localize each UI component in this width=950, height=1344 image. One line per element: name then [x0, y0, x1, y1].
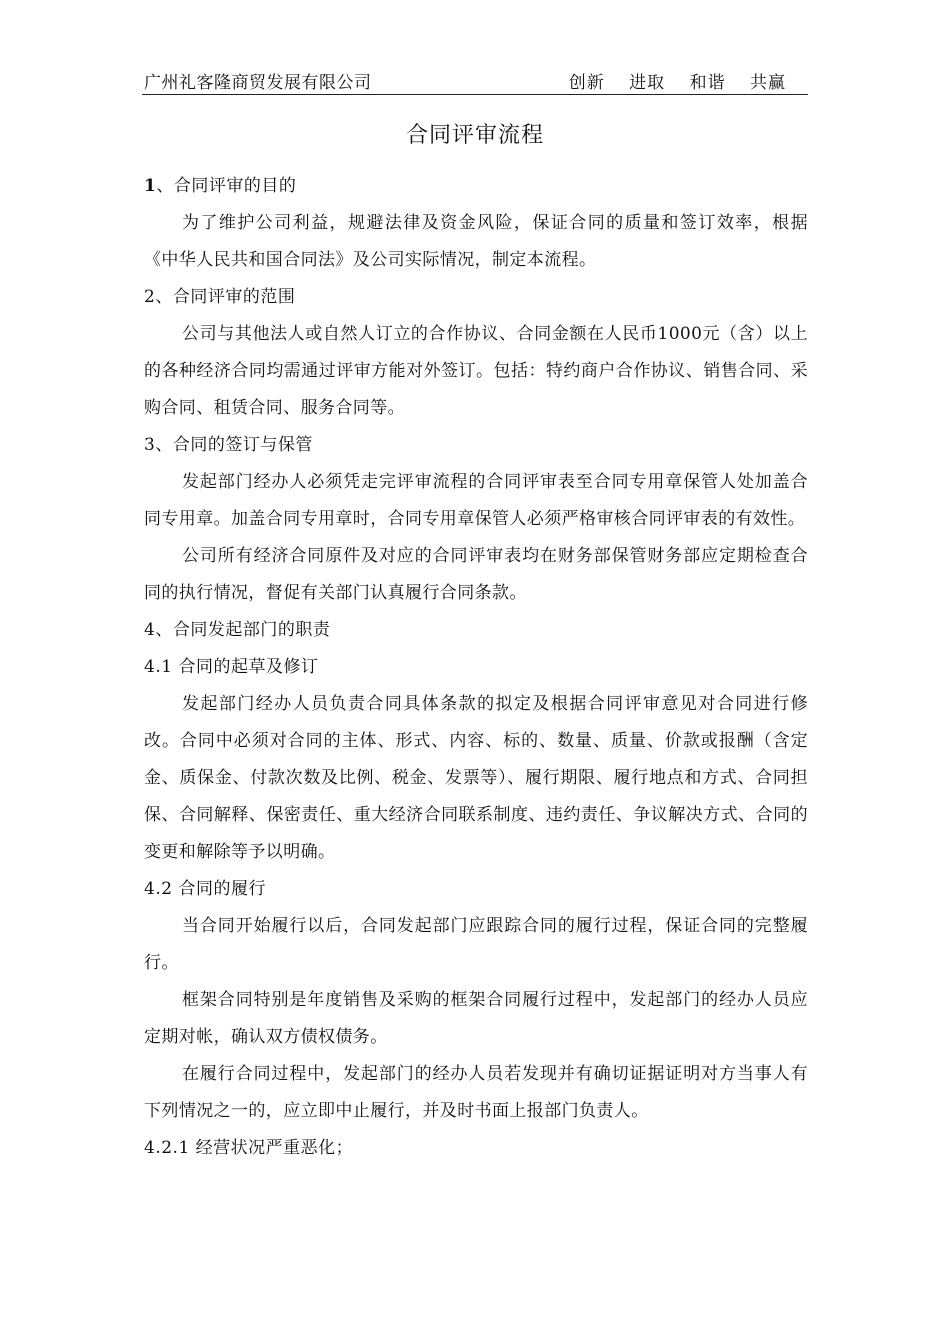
section-4-1-heading: 4.1 合同的起草及修订 [144, 657, 319, 677]
section-1-heading-text: 、合同评审的目的 [156, 176, 297, 196]
section-4-2-paragraph-1: 当合同开始履行以后，合同发起部门应跟踪合同的履行过程，保证合同的完整履行。 [144, 916, 808, 973]
company-slogan: 创新 进取 和谐 共赢 [568, 73, 786, 93]
section-1-paragraph: 为了维护公司利益，规避法律及资金风险，保证合同的质量和签订效率，根据《中华人民共和国合同法》及公司实际情况，制定本流程。 [144, 213, 808, 270]
section-4-2-paragraph-3: 在履行合同过程中，发起部门的经办人员若发现并有确切证据证明对方当事人有下列情况之一的，应立即中止履行，并及时书面上报部门负责人。 [144, 1064, 808, 1121]
section-4-heading: 4、合同发起部门的职责 [144, 620, 331, 640]
page-header [142, 66, 808, 95]
document-title: 合同评审流程 [405, 123, 544, 148]
section-4-2-paragraph-2: 框架合同特别是年度销售及采购的框架合同履行过程中，发起部门的经办人员应定期对帐，确认双方债权债务。 [144, 990, 808, 1047]
section-2-paragraph: 公司与其他法人或自然人订立的合作协议、合同金额在人民币1000元（含）以上的各种经济合同均需通过评审方能对外签订。包括：特约商户合作协议、销售合同、采购合同、租赁合同、服务合同等。 [144, 324, 808, 418]
section-4-2-1-item: 4.2.1 经营状况严重恶化； [144, 1138, 354, 1158]
section-1-heading [144, 168, 808, 205]
document-body [144, 168, 808, 1167]
section-1-number: 1 [144, 176, 157, 196]
company-name: 广州礼客隆商贸发展有限公司 [144, 73, 372, 93]
section-2-heading: 2、合同评审的范围 [144, 287, 296, 307]
section-4-1-paragraph: 发起部门经办人员负责合同具体条款的拟定及根据合同评审意见对合同进行修改。合同中必须对合同的主体、形式、内容、标的、数量、质量、价款或报酬（含定金、质保金、付款次数及比例、税金、发票等）、履行期限、履行地点和方式、合同担保、合同解释、保密责任、重大经济合同联系制度、违约责任、争议解决方式、合同的变更和解除等予以明确。 [144, 694, 808, 862]
section-4-2-heading: 4.2 合同的履行 [144, 879, 266, 899]
section-3-heading: 3、合同的签订与保管 [144, 435, 313, 455]
section-3-paragraph-2: 公司所有经济合同原件及对应的合同评审表均在财务部保管财务部应定期检查合同的执行情况，督促有关部门认真履行合同条款。 [144, 546, 808, 603]
section-3-paragraph-1: 发起部门经办人必须凭走完评审流程的合同评审表至合同专用章保管人处加盖合同专用章。加盖合同专用章时，合同专用章保管人必须严格审核合同评审表的有效性。 [144, 472, 808, 529]
